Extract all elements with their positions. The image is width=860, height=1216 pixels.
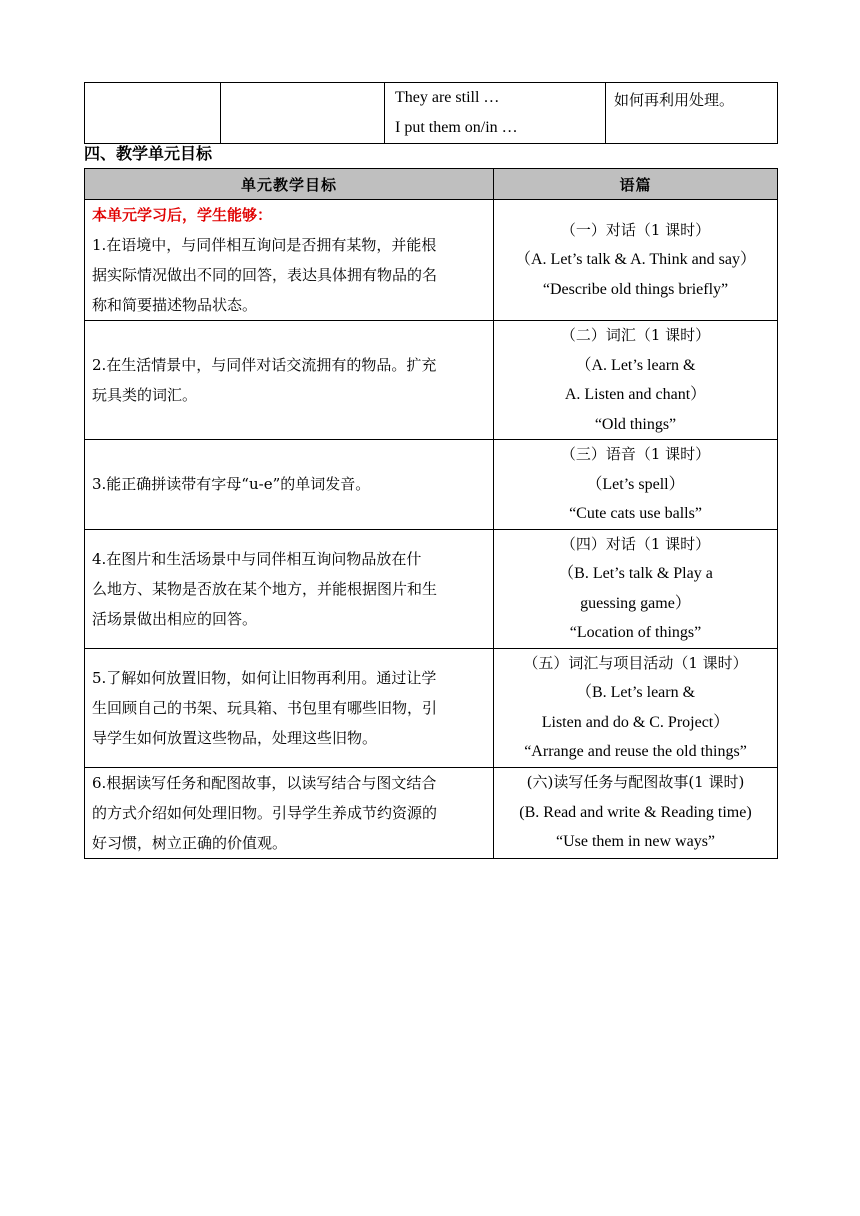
goal-line: 5.了解如何放置旧物，如何让旧物再利用。通过让学: [92, 668, 437, 687]
note-cell: 如何再利用处理。: [606, 83, 778, 144]
goal-line: 好习惯，树立正确的价值观。: [92, 833, 288, 852]
lesson-cell: [494, 648, 778, 767]
goal-line: 玩具类的词汇。: [92, 386, 198, 404]
lesson-line: guessing game）: [580, 594, 691, 612]
lesson-line: （A. Let’s talk & A. Think and say）: [514, 251, 757, 269]
table-row: [85, 83, 778, 144]
goal-line: 据实际情况做出不同的回答，表达具体拥有物品的名: [92, 266, 438, 284]
goal-line: 称和简要描述物品状态。: [92, 296, 258, 314]
goal-line: 导学生如何放置这些物品，处理这些旧物。: [92, 728, 378, 747]
sentence-line: I put them on/in …: [395, 119, 518, 136]
goal-line: 活场景做出相应的回答。: [92, 609, 258, 628]
lesson-cell: [494, 200, 778, 321]
goal-cell: [85, 440, 494, 530]
table-header-row: [85, 169, 778, 200]
lesson-title: （五）词汇与项目活动（1 课时）: [523, 653, 748, 672]
goal-line: 4.在图片和生活场景中与同伴相互询问物品放在什: [92, 549, 422, 568]
goal-cell: [85, 529, 494, 648]
goal-intro: 本单元学习后，学生能够：: [92, 206, 273, 224]
lesson-column-header: 语篇: [494, 169, 778, 200]
table-row: [85, 648, 778, 767]
table-row: [85, 767, 778, 858]
sentence-line: They are still …: [395, 89, 500, 106]
lesson-line: （B. Let’s talk & Play a: [558, 565, 713, 582]
lesson-topic: “Cute cats use balls”: [569, 505, 702, 522]
table-row: [85, 321, 778, 440]
goal-cell: [85, 321, 494, 440]
sentence-patterns-cell: [385, 83, 606, 144]
unit-goals-table: [84, 168, 778, 859]
table-row: [85, 440, 778, 530]
section-heading: 四、教学单元目标: [84, 144, 213, 163]
lesson-title: （一）对话（1 课时）: [560, 220, 711, 239]
previous-table-continuation: [84, 82, 778, 144]
lesson-cell: [494, 321, 778, 440]
goal-line: 2.在生活情景中，与同伴对话交流拥有的物品。扩充: [92, 356, 437, 374]
lesson-topic: “Arrange and reuse the old things”: [524, 743, 747, 760]
lesson-topic: “Location of things”: [569, 624, 702, 641]
lesson-title: （三）语音（1 课时）: [560, 445, 711, 463]
goal-line: 3.能正确拼读带有字母“u-e”的单词发音。: [92, 475, 371, 494]
lesson-line: Listen and do & C. Project）: [541, 713, 730, 731]
lesson-title: （四）对话（1 课时）: [560, 534, 711, 553]
table-row: [85, 529, 778, 648]
goal-line: 么地方、某物是否放在某个地方，并能根据图片和生: [92, 579, 438, 598]
table-cell: [85, 83, 221, 144]
goal-cell: [85, 200, 494, 321]
lesson-title: （二）词汇（1 课时）: [560, 326, 711, 344]
lesson-line: A. Listen and chant）: [564, 386, 707, 403]
lesson-cell: [494, 529, 778, 648]
lesson-topic: “Old things”: [594, 415, 677, 433]
goal-line: 的方式介绍如何处理旧物。引导学生养成节约资源的: [92, 803, 438, 822]
goal-line: 生回顾自己的书架、玩具箱、书包里有哪些旧物，引: [92, 698, 438, 717]
goal-line: 6.根据读写任务和配图故事，以读写结合与图文结合: [92, 773, 437, 792]
lesson-line: （B. Let’s learn &: [575, 684, 696, 701]
lesson-cell: [494, 767, 778, 858]
table-row: [85, 200, 778, 321]
goal-cell: [85, 648, 494, 767]
lesson-topic: “Describe old things briefly”: [542, 280, 729, 298]
lesson-topic: “Use them in new ways”: [555, 833, 716, 851]
lesson-cell: [494, 440, 778, 530]
goals-column-header: 单元教学目标: [85, 169, 494, 200]
table-cell: [221, 83, 385, 144]
lesson-line: (B. Read and write & Reading time): [519, 803, 752, 821]
lesson-title: (六)读写任务与配图故事(1 课时): [526, 773, 745, 792]
lesson-line: （A. Let’s learn &: [575, 356, 696, 374]
goal-line: 1.在语境中，与同伴相互询问是否拥有某物，并能根: [92, 236, 437, 254]
goal-cell: [85, 767, 494, 858]
lesson-line: （Let’s spell）: [586, 475, 685, 493]
